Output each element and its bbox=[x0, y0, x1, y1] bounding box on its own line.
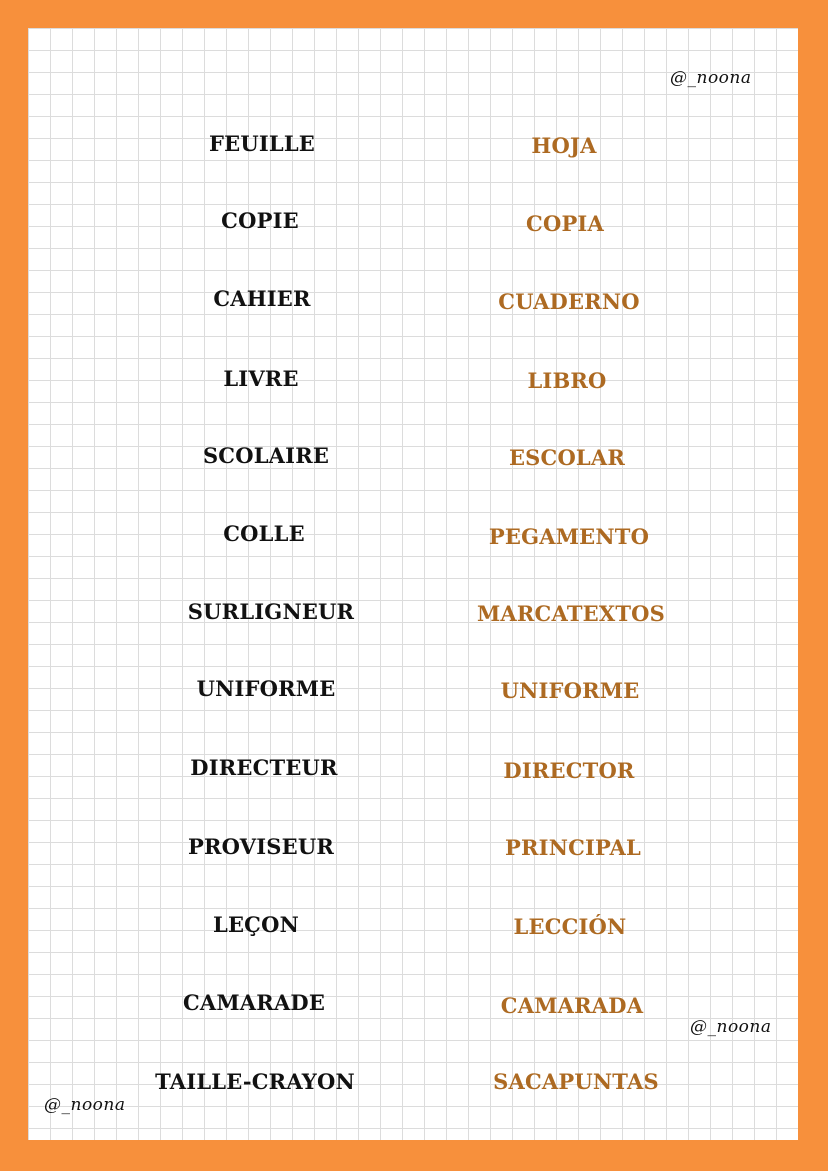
french-word: CAMARADE bbox=[182, 990, 326, 1015]
french-word: COLLE bbox=[223, 521, 305, 546]
french-word: DIRECTEUR bbox=[190, 755, 338, 780]
french-word: LEÇON bbox=[213, 912, 299, 937]
spanish-word: CAMARADA bbox=[500, 993, 644, 1018]
spanish-word: PEGAMENTO bbox=[488, 524, 650, 549]
spanish-word: LECCIÓN bbox=[513, 914, 627, 939]
spanish-word: DIRECTOR bbox=[503, 758, 635, 783]
french-word: CAHIER bbox=[213, 286, 311, 311]
french-word: SURLIGNEUR bbox=[187, 599, 355, 624]
french-word: LIVRE bbox=[223, 366, 299, 391]
spanish-word: ESCOLAR bbox=[508, 445, 626, 470]
french-word: FEUILLE bbox=[209, 131, 315, 156]
grid-paper-sheet bbox=[28, 28, 798, 1140]
spanish-word: UNIFORME bbox=[500, 678, 640, 703]
spanish-word: HOJA bbox=[531, 133, 597, 158]
spanish-word: MARCATEXTOS bbox=[476, 601, 666, 626]
spanish-word: LIBRO bbox=[527, 368, 607, 393]
watermark-bottom-left: @_noona bbox=[44, 1095, 126, 1115]
watermark-top-right: @_noona bbox=[670, 68, 752, 88]
spanish-word: PRINCIPAL bbox=[505, 835, 641, 860]
spanish-word: SACAPUNTAS bbox=[493, 1069, 659, 1094]
french-word: TAILLE-CRAYON bbox=[155, 1069, 355, 1094]
spanish-word: COPIA bbox=[526, 211, 604, 236]
spanish-word: CUADERNO bbox=[498, 289, 640, 314]
french-word: UNIFORME bbox=[196, 676, 336, 701]
french-word: PROVISEUR bbox=[187, 834, 335, 859]
watermark-bottom-right: @_noona bbox=[690, 1017, 772, 1037]
french-word: SCOLAIRE bbox=[202, 443, 330, 468]
french-word: COPIE bbox=[221, 208, 299, 233]
